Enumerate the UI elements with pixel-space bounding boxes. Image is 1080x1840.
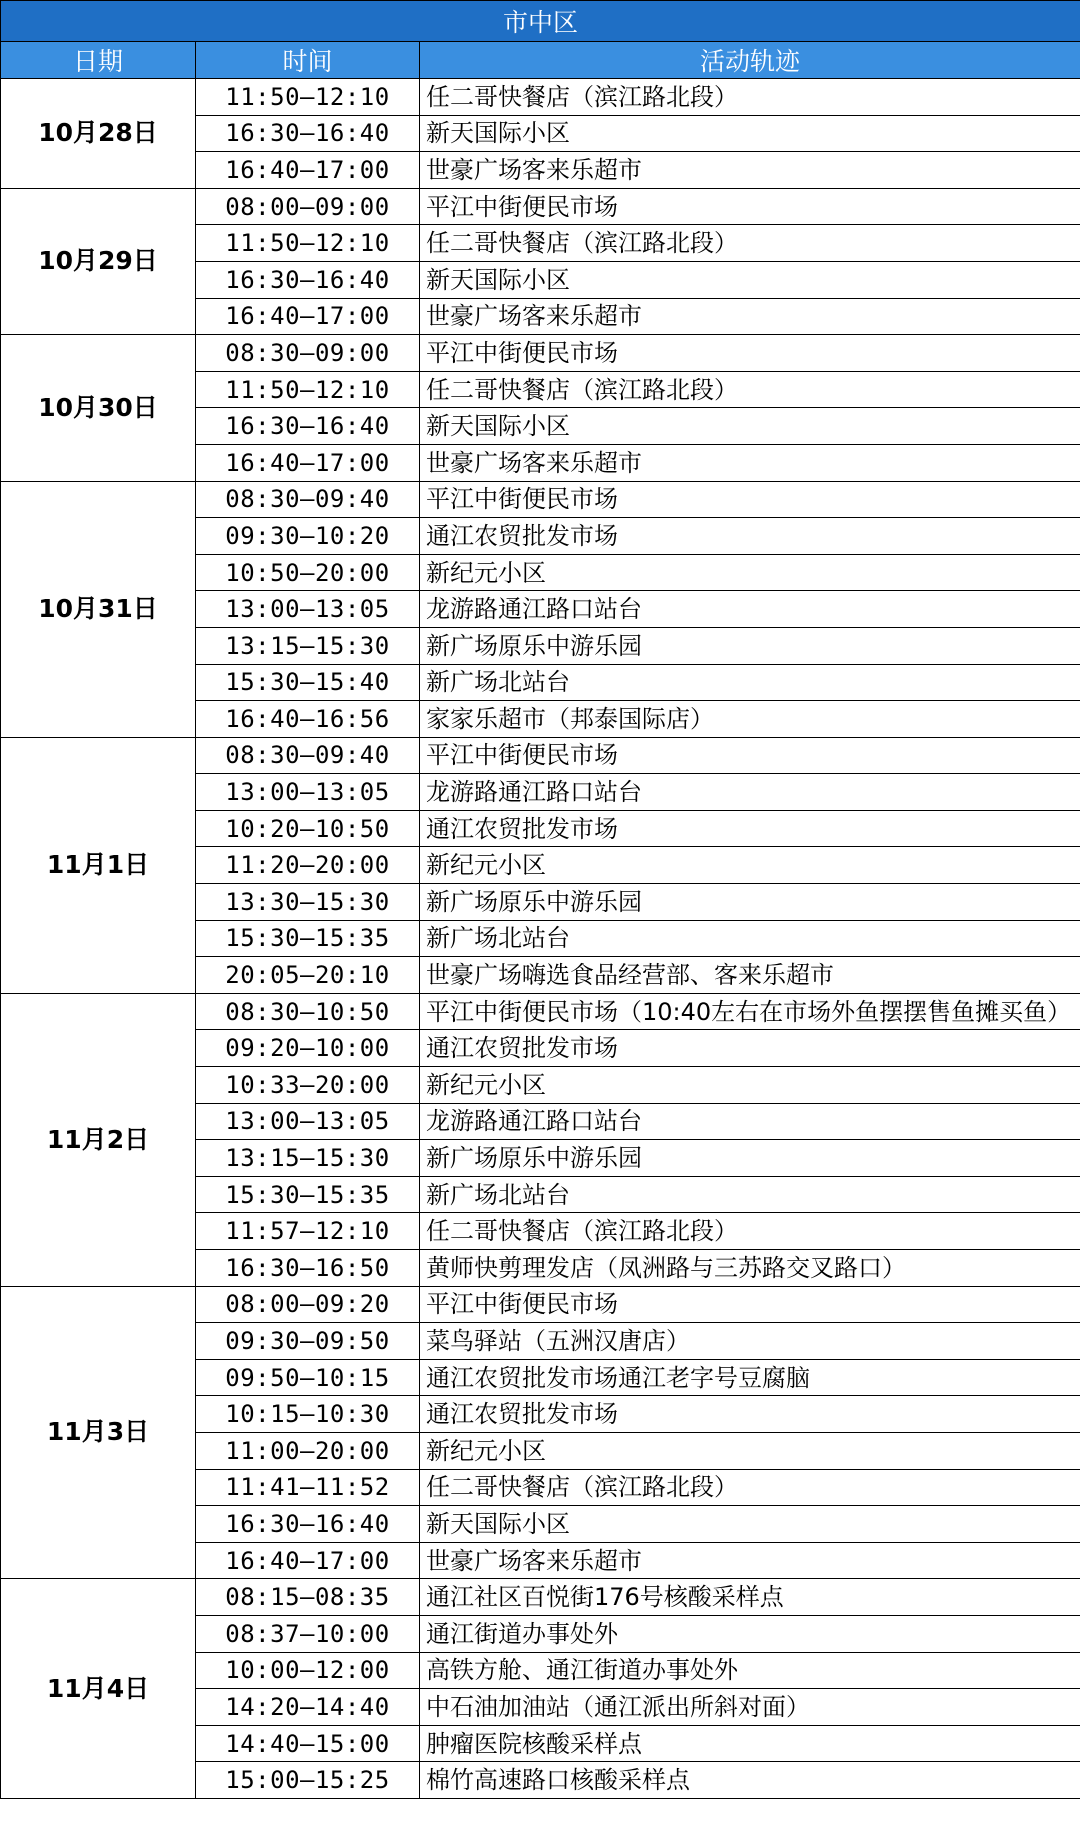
- time-cell: 08:15—08:35: [196, 1579, 420, 1616]
- time-cell: 16:40—16:56: [196, 701, 420, 738]
- time-cell: 08:00—09:20: [196, 1286, 420, 1323]
- time-cell: 16:30—16:40: [196, 261, 420, 298]
- place-cell: 新纪元小区: [420, 847, 1080, 884]
- table-body: [1, 79, 1080, 1799]
- time-cell: 10:15—10:30: [196, 1396, 420, 1433]
- place-cell: 新纪元小区: [420, 1067, 1080, 1104]
- place-cell: 菜鸟驿站（五洲汉唐店）: [420, 1323, 1080, 1360]
- time-cell: 13:00—13:05: [196, 774, 420, 811]
- place-cell: 通江农贸批发市场: [420, 518, 1080, 555]
- time-cell: 09:20—10:00: [196, 1030, 420, 1067]
- place-cell: 龙游路通江路口站台: [420, 591, 1080, 628]
- place-cell: 肿瘤医院核酸采样点: [420, 1725, 1080, 1762]
- time-cell: 11:50—12:10: [196, 225, 420, 262]
- time-cell: 16:40—17:00: [196, 444, 420, 481]
- place-cell: 通江街道办事处外: [420, 1615, 1080, 1652]
- place-cell: 新广场北站台: [420, 1176, 1080, 1213]
- time-cell: 10:50—20:00: [196, 554, 420, 591]
- time-cell: 11:50—12:10: [196, 371, 420, 408]
- table-row: [1, 335, 1080, 372]
- table-row: [1, 188, 1080, 225]
- place-cell: 高铁方舱、通江街道办事处外: [420, 1652, 1080, 1689]
- time-cell: 15:30—15:35: [196, 920, 420, 957]
- place-cell: 新天国际小区: [420, 1506, 1080, 1543]
- time-cell: 13:00—13:05: [196, 1103, 420, 1140]
- time-cell: 10:20—10:50: [196, 810, 420, 847]
- time-cell: 09:50—10:15: [196, 1359, 420, 1396]
- place-cell: 新广场北站台: [420, 920, 1080, 957]
- time-cell: 10:33—20:00: [196, 1067, 420, 1104]
- table-row: [1, 737, 1080, 774]
- time-cell: 13:00—13:05: [196, 591, 420, 628]
- place-cell: 新天国际小区: [420, 408, 1080, 445]
- place-cell: 平江中街便民市场: [420, 737, 1080, 774]
- time-cell: 16:30—16:40: [196, 1506, 420, 1543]
- header-place: 活动轨迹: [420, 42, 1080, 79]
- place-cell: 任二哥快餐店（滨江路北段）: [420, 1213, 1080, 1250]
- table-row: [1, 79, 1080, 116]
- place-cell: 世豪广场客来乐超市: [420, 298, 1080, 335]
- place-cell: 龙游路通江路口站台: [420, 1103, 1080, 1140]
- time-cell: 20:05—20:10: [196, 957, 420, 994]
- time-cell: 15:30—15:35: [196, 1176, 420, 1213]
- time-cell: 13:15—15:30: [196, 1140, 420, 1177]
- place-cell: 棉竹高速路口核酸采样点: [420, 1762, 1080, 1799]
- time-cell: 15:00—15:25: [196, 1762, 420, 1799]
- time-cell: 16:30—16:50: [196, 1250, 420, 1287]
- time-cell: 09:30—09:50: [196, 1323, 420, 1360]
- table-row: [1, 1286, 1080, 1323]
- place-cell: 家家乐超市（邦泰国际店）: [420, 701, 1080, 738]
- time-cell: 08:00—09:00: [196, 188, 420, 225]
- table-title: 市中区: [1, 1, 1080, 42]
- place-cell: 世豪广场客来乐超市: [420, 444, 1080, 481]
- place-cell: 世豪广场客来乐超市: [420, 152, 1080, 189]
- place-cell: 通江农贸批发市场: [420, 1396, 1080, 1433]
- time-cell: 16:40—17:00: [196, 298, 420, 335]
- time-cell: 16:30—16:40: [196, 115, 420, 152]
- place-cell: 任二哥快餐店（滨江路北段）: [420, 79, 1080, 116]
- place-cell: 任二哥快餐店（滨江路北段）: [420, 371, 1080, 408]
- time-cell: 09:30—10:20: [196, 518, 420, 555]
- place-cell: 任二哥快餐店（滨江路北段）: [420, 225, 1080, 262]
- time-cell: 11:00—20:00: [196, 1432, 420, 1469]
- header-date: 日期: [1, 42, 196, 79]
- time-cell: 11:20—20:00: [196, 847, 420, 884]
- place-cell: 平江中街便民市场: [420, 481, 1080, 518]
- time-cell: 08:30—09:40: [196, 737, 420, 774]
- place-cell: 通江农贸批发市场通江老字号豆腐脑: [420, 1359, 1080, 1396]
- place-cell: 新广场原乐中游乐园: [420, 884, 1080, 921]
- place-cell: 平江中街便民市场（10:40左右在市场外鱼摆摆售鱼摊买鱼）: [420, 993, 1080, 1030]
- place-cell: 平江中街便民市场: [420, 1286, 1080, 1323]
- time-cell: 11:57—12:10: [196, 1213, 420, 1250]
- time-cell: 15:30—15:40: [196, 664, 420, 701]
- time-cell: 11:41—11:52: [196, 1469, 420, 1506]
- place-cell: 通江农贸批发市场: [420, 1030, 1080, 1067]
- place-cell: 黄师快剪理发店（凤洲路与三苏路交叉路口）: [420, 1250, 1080, 1287]
- date-cell: 11月3日: [1, 1286, 196, 1579]
- table-row: [1, 1579, 1080, 1616]
- place-cell: 平江中街便民市场: [420, 188, 1080, 225]
- table-row: [1, 481, 1080, 518]
- date-cell: 10月30日: [1, 335, 196, 481]
- place-cell: 新广场北站台: [420, 664, 1080, 701]
- time-cell: 10:00—12:00: [196, 1652, 420, 1689]
- time-cell: 14:40—15:00: [196, 1725, 420, 1762]
- place-cell: 平江中街便民市场: [420, 335, 1080, 372]
- date-cell: 10月29日: [1, 188, 196, 334]
- place-cell: 通江社区百悦街176号核酸采样点: [420, 1579, 1080, 1616]
- date-cell: 10月31日: [1, 481, 196, 737]
- date-cell: 11月4日: [1, 1579, 196, 1799]
- time-cell: 16:30—16:40: [196, 408, 420, 445]
- place-cell: 世豪广场客来乐超市: [420, 1542, 1080, 1579]
- date-cell: 11月2日: [1, 993, 196, 1286]
- time-cell: 08:30—09:40: [196, 481, 420, 518]
- place-cell: 新天国际小区: [420, 261, 1080, 298]
- time-cell: 14:20—14:40: [196, 1689, 420, 1726]
- date-cell: 11月1日: [1, 737, 196, 993]
- time-cell: 13:30—15:30: [196, 884, 420, 921]
- place-cell: 新广场原乐中游乐园: [420, 627, 1080, 664]
- time-cell: 13:15—15:30: [196, 627, 420, 664]
- place-cell: 新广场原乐中游乐园: [420, 1140, 1080, 1177]
- place-cell: 新天国际小区: [420, 115, 1080, 152]
- place-cell: 新纪元小区: [420, 1432, 1080, 1469]
- date-cell: 10月28日: [1, 79, 196, 189]
- time-cell: 08:30—10:50: [196, 993, 420, 1030]
- time-cell: 11:50—12:10: [196, 79, 420, 116]
- place-cell: 通江农贸批发市场: [420, 810, 1080, 847]
- place-cell: 新纪元小区: [420, 554, 1080, 591]
- place-cell: 中石油加油站（通江派出所斜对面）: [420, 1689, 1080, 1726]
- time-cell: 08:30—09:00: [196, 335, 420, 372]
- time-cell: 16:40—17:00: [196, 152, 420, 189]
- time-cell: 08:37—10:00: [196, 1615, 420, 1652]
- place-cell: 世豪广场嗨选食品经营部、客来乐超市: [420, 957, 1080, 994]
- place-cell: 任二哥快餐店（滨江路北段）: [420, 1469, 1080, 1506]
- time-cell: 16:40—17:00: [196, 1542, 420, 1579]
- place-cell: 龙游路通江路口站台: [420, 774, 1080, 811]
- header-time: 时间: [196, 42, 420, 79]
- table-row: [1, 993, 1080, 1030]
